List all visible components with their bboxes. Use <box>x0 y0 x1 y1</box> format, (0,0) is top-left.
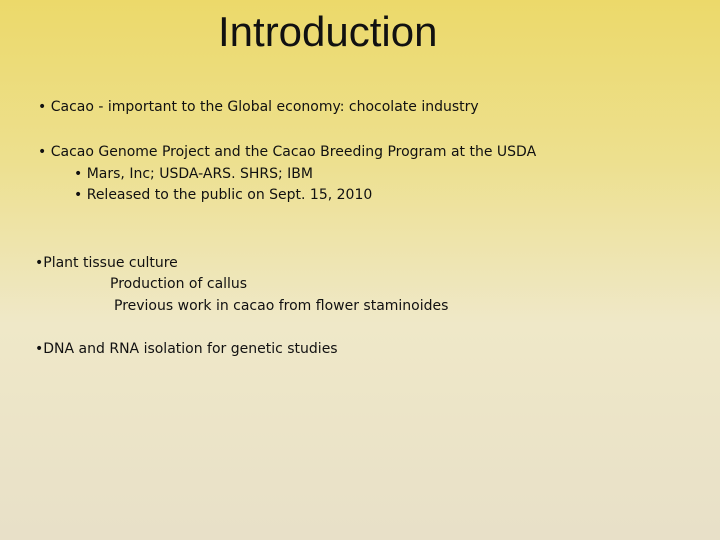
indented-text: Production of callus <box>110 276 248 292</box>
bullet-line <box>35 254 178 272</box>
sub-bullet-line <box>74 165 313 183</box>
indented-line <box>114 297 448 315</box>
bullet-marker: • <box>35 341 44 357</box>
slide-title: Introduction <box>218 8 438 55</box>
bullet-line <box>35 340 338 358</box>
bullet-marker: • <box>74 187 83 203</box>
bullet-text: Plant tissue culture <box>43 255 178 271</box>
sub-bullet-line <box>74 186 372 204</box>
bullet-marker: • <box>35 255 44 271</box>
indented-text: Previous work in cacao from flower staminoides <box>114 298 449 314</box>
bullet-text: Released to the public on Sept. 15, 2010 <box>86 187 373 203</box>
bullet-text: DNA and RNA isolation for genetic studies <box>43 341 338 357</box>
bullet-text: Cacao - important to the Global economy: chocolate industry <box>50 99 479 115</box>
indented-line <box>110 275 247 293</box>
bullet-text: Cacao Genome Project and the Cacao Breeding Program at the USDA <box>50 144 537 160</box>
bullet-marker: • <box>74 166 83 182</box>
bullet-text: Mars, Inc; USDA-ARS. SHRS; IBM <box>86 166 313 182</box>
bullet-marker: • <box>38 144 47 160</box>
bullet-line <box>38 143 536 161</box>
bullet-line <box>38 98 479 116</box>
bullet-marker: • <box>38 99 47 115</box>
